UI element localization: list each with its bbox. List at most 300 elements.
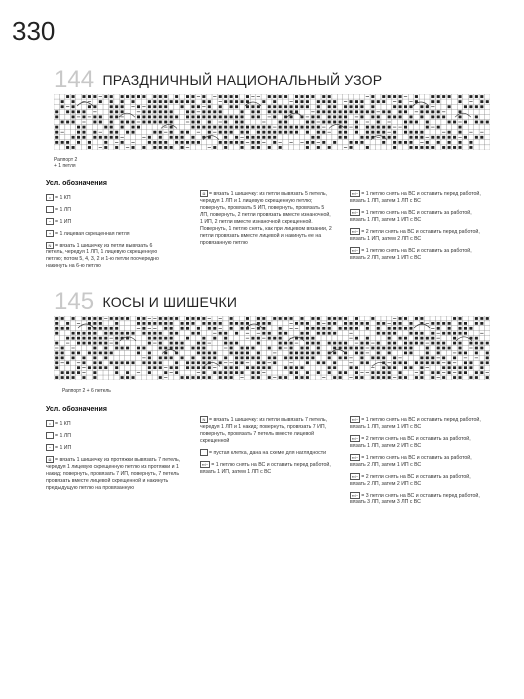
chart-cell — [365, 316, 370, 321]
knit-dot — [241, 327, 244, 330]
chart-cell — [87, 360, 92, 365]
chart-cell — [468, 109, 473, 114]
knit-dot — [295, 105, 298, 108]
chart-cell — [152, 125, 157, 130]
chart-cell — [485, 125, 490, 130]
chart-cell — [283, 135, 288, 140]
chart-cell — [136, 135, 141, 140]
knit-dot — [306, 131, 309, 134]
knit-dot — [459, 131, 462, 134]
chart-cell — [92, 125, 97, 130]
chart-cell — [125, 350, 130, 355]
legend-text: = 1 ЛП — [55, 432, 71, 439]
chart-cell — [337, 94, 342, 99]
knit-dot — [93, 95, 96, 98]
knit-dot — [344, 110, 347, 113]
knit-dot — [475, 342, 478, 345]
knit-dot — [224, 115, 227, 118]
chart-cell — [359, 130, 364, 135]
knit-dot — [197, 342, 200, 345]
knit-dot — [350, 327, 353, 330]
knit-dot — [442, 95, 445, 98]
knit-dot — [453, 356, 456, 359]
chart-cell — [98, 346, 103, 351]
chart-cell — [381, 119, 386, 124]
chart-cell — [485, 365, 490, 370]
chart-cell — [201, 145, 206, 150]
chart-cell — [261, 109, 266, 114]
chart-cell — [114, 99, 119, 104]
knit-dot — [268, 105, 271, 108]
knit-dot — [110, 327, 113, 330]
chart-cell — [299, 326, 304, 331]
chart-cell — [397, 331, 402, 336]
knit-dot — [197, 126, 200, 129]
knit-dot — [219, 141, 222, 144]
chart-cell — [119, 365, 124, 370]
knit-dot — [284, 95, 287, 98]
chart-cell — [212, 119, 217, 124]
knit-dot — [420, 105, 423, 108]
chart-cell — [485, 346, 490, 351]
knit-dot — [77, 136, 80, 139]
knit-dot — [170, 347, 173, 350]
knit-dot — [99, 352, 102, 355]
knit-dot — [93, 131, 96, 134]
knit-dot — [415, 317, 418, 320]
knit-dot — [213, 126, 216, 129]
knit-dot — [251, 115, 254, 118]
chart-cell — [337, 360, 342, 365]
chart-cell — [245, 114, 250, 119]
chart-cell — [76, 355, 81, 360]
chart-cell — [228, 119, 233, 124]
knit-dot — [360, 342, 363, 345]
chart-cell — [316, 375, 321, 380]
knit-dot — [350, 347, 353, 350]
knit-dot — [55, 317, 58, 320]
chart-cell — [109, 346, 114, 351]
knit-dot — [404, 327, 407, 330]
knit-dot — [268, 332, 271, 335]
knit-dot — [437, 347, 440, 350]
knit-dot — [437, 100, 440, 103]
knit-dot — [104, 136, 107, 139]
knit-dot — [241, 361, 244, 364]
knit-dot — [426, 347, 429, 350]
knit-dot — [55, 356, 58, 359]
chart-cell — [59, 114, 64, 119]
knit-dot — [442, 366, 445, 369]
knit-dot — [197, 327, 200, 330]
pattern-144-chart — [54, 94, 490, 150]
knit-dot — [132, 332, 135, 335]
knit-dot — [317, 131, 320, 134]
knit-dot — [262, 366, 265, 369]
knit-dot — [142, 332, 145, 335]
chart-cell — [299, 360, 304, 365]
chart-cell — [348, 130, 353, 135]
knit-dot — [137, 115, 140, 118]
knit-dot — [99, 317, 102, 320]
legend-text: = 1 ИП — [55, 218, 72, 225]
knit-dot — [257, 131, 260, 134]
knit-dot — [295, 376, 298, 379]
legend-text: = 1 петлю снять на ВС и оставить за работой, вязать 2 ЛП, затем 1 ИП с ВС — [350, 454, 472, 468]
knit-dot — [268, 126, 271, 129]
knit-dot — [186, 100, 189, 103]
chart-cell — [119, 145, 124, 150]
knit-dot — [437, 361, 440, 364]
knit-dot — [333, 376, 336, 379]
chart-cell — [168, 360, 173, 365]
chart-cell — [485, 140, 490, 145]
knit-dot — [153, 322, 156, 325]
legend-item — [46, 420, 186, 428]
knit-dot — [202, 337, 205, 340]
knit-dot — [257, 371, 260, 374]
knit-dot — [224, 371, 227, 374]
cable-symbol-icon: ▪▪/− — [202, 461, 209, 467]
chart-cell — [419, 125, 424, 130]
knit-dot — [219, 131, 222, 134]
chart-cell — [403, 145, 408, 150]
knit-dot — [55, 327, 58, 330]
knit-dot — [159, 146, 162, 149]
knit-dot — [399, 322, 402, 325]
knit-dot — [388, 347, 391, 350]
knit-dot — [322, 121, 325, 124]
knit-dot — [170, 337, 173, 340]
chart-cell — [130, 326, 135, 331]
knit-dot — [246, 131, 249, 134]
knit-dot — [170, 100, 173, 103]
chart-cell — [185, 370, 190, 375]
knit-dot — [241, 371, 244, 374]
cable-symbol-icon: ▪▪/− — [352, 473, 359, 479]
chart-cell — [239, 365, 244, 370]
chart-cell — [174, 130, 179, 135]
knit-dot — [366, 110, 369, 113]
chart-cell — [98, 331, 103, 336]
chart-cell — [474, 365, 479, 370]
chart-cell — [370, 350, 375, 355]
chart-cell — [174, 119, 179, 124]
knit-dot — [66, 327, 69, 330]
knit-dot — [382, 131, 385, 134]
knit-dot — [459, 141, 462, 144]
chart-cell — [223, 350, 228, 355]
chart-cell — [392, 109, 397, 114]
knit-dot — [311, 342, 314, 345]
knit-dot — [486, 356, 489, 359]
chart-cell — [218, 350, 223, 355]
knit-dot — [115, 342, 118, 345]
chart-cell — [65, 350, 70, 355]
chart-cell — [179, 125, 184, 130]
chart-cell — [76, 316, 81, 321]
knit-dot — [279, 327, 282, 330]
chart-cell — [354, 145, 359, 150]
chart-cell — [250, 350, 255, 355]
legend-text: = вязать 1 шишечку из петли вывязать 6 петель, чередуя 1 ЛП, 1 лицевую скрещенную петлю; потом 5, 4, 3, 2 и 1-ю петли поочередно накинуть на 6-ю петлю — [46, 242, 159, 270]
chart-cell — [261, 350, 266, 355]
knit-dot — [415, 361, 418, 364]
chart-cell — [141, 350, 146, 355]
chart-cell — [446, 355, 451, 360]
knit-dot — [371, 110, 374, 113]
cable-symbol-icon: ▪▪/− — [352, 417, 359, 422]
chart-cell — [163, 360, 168, 365]
chart-cell — [130, 365, 135, 370]
knit-dot — [404, 121, 407, 124]
knit-dot — [93, 115, 96, 118]
chart-cell — [359, 316, 364, 321]
knit-dot — [328, 105, 331, 108]
chart-cell — [403, 114, 408, 119]
knit-dot — [126, 317, 129, 320]
knit-dot — [186, 95, 189, 98]
chart-cell — [288, 94, 293, 99]
chart-cell — [196, 99, 201, 104]
chart-cell — [343, 140, 348, 145]
knit-dot — [306, 337, 309, 340]
chart-cell — [109, 370, 114, 375]
chart-cell — [98, 104, 103, 109]
knit-dot — [159, 332, 162, 335]
knit-dot — [273, 356, 276, 359]
chart-cell — [152, 375, 157, 380]
chart-cell — [468, 350, 473, 355]
knit-dot — [251, 126, 254, 129]
knit-dot — [442, 347, 445, 350]
chart-cell — [136, 355, 141, 360]
chart-cell — [54, 370, 59, 375]
knit-dot — [82, 126, 85, 129]
knit-dot — [88, 317, 91, 320]
knit-dot — [295, 110, 298, 113]
knit-dot — [186, 361, 189, 364]
knit-dot — [137, 126, 140, 129]
knit-dot — [268, 95, 271, 98]
chart-cell — [327, 140, 332, 145]
chart-cell — [277, 135, 282, 140]
knit-dot — [235, 352, 238, 355]
chart-cell — [185, 346, 190, 351]
chart-cell — [414, 125, 419, 130]
knit-dot — [382, 376, 385, 379]
chart-cell — [65, 355, 70, 360]
knit-dot — [159, 322, 162, 325]
knit-dot — [339, 131, 342, 134]
legend-item — [46, 242, 171, 271]
knit-dot — [442, 342, 445, 345]
knit-dot — [317, 352, 320, 355]
knit-dot — [306, 376, 309, 379]
knit-dot — [409, 342, 412, 345]
knit-dot — [437, 115, 440, 118]
knit-dot — [224, 136, 227, 139]
knit-dot — [181, 131, 184, 134]
knit-dot — [317, 115, 320, 118]
knit-dot — [480, 342, 483, 345]
knit-dot — [121, 347, 124, 350]
knit-dot — [219, 110, 222, 113]
chart-cell — [234, 326, 239, 331]
knit-dot — [344, 347, 347, 350]
knit-dot — [480, 105, 483, 108]
chart-cell — [65, 346, 70, 351]
knit-dot — [360, 361, 363, 364]
chart-cell — [98, 109, 103, 114]
knit-dot — [377, 376, 380, 379]
chart-cell — [119, 370, 124, 375]
knit-dot — [104, 356, 107, 359]
knit-dot — [181, 141, 184, 144]
chart-cell — [98, 355, 103, 360]
chart-cell — [348, 94, 353, 99]
chart-cell — [381, 350, 386, 355]
knit-dot — [377, 327, 380, 330]
chart-cell — [283, 140, 288, 145]
knit-dot — [475, 317, 478, 320]
knit-dot — [360, 105, 363, 108]
knit-dot — [235, 121, 238, 124]
knit-dot — [393, 342, 396, 345]
knit-dot — [344, 322, 347, 325]
knit-dot — [322, 141, 325, 144]
knit-dot — [72, 371, 75, 374]
legend-text: = 1 ЛП — [55, 206, 71, 213]
chart-cell — [485, 321, 490, 326]
knit-dot — [104, 146, 107, 149]
knit-dot — [202, 317, 205, 320]
chart-cell — [479, 375, 484, 380]
knit-dot — [371, 115, 374, 118]
chart-cell — [250, 130, 255, 135]
knit-dot — [230, 131, 233, 134]
chart-cell — [147, 130, 152, 135]
knit-dot — [273, 105, 276, 108]
chart-cell — [119, 321, 124, 326]
knit-dot — [448, 322, 451, 325]
knit-dot — [409, 121, 412, 124]
chart-cell — [87, 375, 92, 380]
knit-dot — [170, 322, 173, 325]
knit-dot — [175, 317, 178, 320]
knit-dot — [420, 361, 423, 364]
knit-dot — [317, 327, 320, 330]
chart-cell — [267, 316, 272, 321]
knit-dot — [181, 322, 184, 325]
chart-cell — [408, 360, 413, 365]
knit-dot — [388, 136, 391, 139]
knit-dot — [82, 110, 85, 113]
knit-dot — [306, 126, 309, 129]
chart-cell — [294, 140, 299, 145]
knit-dot — [104, 95, 107, 98]
knit-dot — [480, 347, 483, 350]
knit-dot — [448, 332, 451, 335]
chart-cell — [190, 370, 195, 375]
chart-cell — [479, 114, 484, 119]
knit-dot — [88, 105, 91, 108]
chart-cell — [261, 114, 266, 119]
knit-dot — [164, 337, 167, 340]
knit-dot — [202, 371, 205, 374]
chart-cell — [147, 375, 152, 380]
knit-dot — [164, 322, 167, 325]
chart-cell — [359, 326, 364, 331]
knit-dot — [224, 337, 227, 340]
knit-dot — [311, 356, 314, 359]
knit-dot — [257, 361, 260, 364]
knit-dot — [213, 371, 216, 374]
knit-dot — [344, 342, 347, 345]
knit-dot — [55, 366, 58, 369]
knit-dot — [251, 366, 254, 369]
knit-dot — [404, 105, 407, 108]
knit-dot — [399, 105, 402, 108]
knit-dot — [230, 322, 233, 325]
knit-dot — [191, 347, 194, 350]
knit-dot — [366, 342, 369, 345]
knit-dot — [175, 361, 178, 364]
chart-cell — [386, 104, 391, 109]
knit-dot — [469, 105, 472, 108]
chart-cell — [288, 375, 293, 380]
knit-dot — [475, 95, 478, 98]
legend-column — [46, 420, 186, 496]
chart-cell — [174, 104, 179, 109]
knit-dot — [273, 317, 276, 320]
chart-cell — [59, 145, 64, 150]
knit-dot — [393, 105, 396, 108]
knit-dot — [279, 332, 282, 335]
chart-cell — [223, 321, 228, 326]
knit-dot — [459, 146, 462, 149]
knit-dot — [355, 126, 358, 129]
knit-dot — [328, 317, 331, 320]
knit-dot — [328, 146, 331, 149]
knit-dot — [219, 95, 222, 98]
knit-dot — [333, 105, 336, 108]
cable-symbol-icon: ▪▪/− — [352, 191, 359, 196]
chart-cell — [337, 104, 342, 109]
knit-dot — [459, 376, 462, 379]
knit-dot — [66, 376, 69, 379]
chart-cell — [109, 145, 114, 150]
chart-cell — [468, 119, 473, 124]
knit-dot — [300, 332, 303, 335]
chart-cell — [343, 336, 348, 341]
knit-dot — [208, 115, 211, 118]
chart-cell — [267, 326, 272, 331]
knit-dot — [415, 342, 418, 345]
chart-cell — [174, 355, 179, 360]
knit-dot — [431, 100, 434, 103]
knit-dot — [66, 141, 69, 144]
knit-dot — [55, 136, 58, 139]
knit-dot — [99, 337, 102, 340]
chart-cell — [441, 350, 446, 355]
knit-dot — [121, 126, 124, 129]
chart-cell — [179, 119, 184, 124]
chart-cell — [125, 104, 130, 109]
knit-dot — [142, 347, 145, 350]
chart-cell — [59, 135, 64, 140]
chart-cell — [136, 336, 141, 341]
